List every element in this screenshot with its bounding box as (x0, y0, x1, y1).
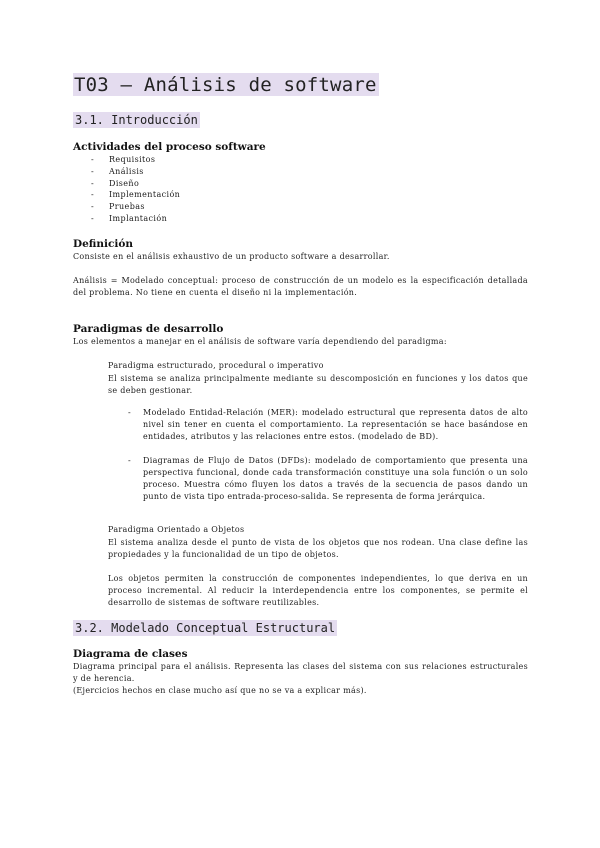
section-heading-3-1: 3.1. Introducción (75, 113, 198, 127)
paradigma-objetos-text-2: Los objetos permiten la construcción de componentes independientes, lo que deriva en un proceso incremental. Al reducir la interdependencia entre los componentes, se permite el desarrollo de sistemas de software reutilizables. (108, 574, 528, 607)
bullet-dfd-text: Diagramas de Flujo de Datos (DFDs): modelado de comportamiento que presenta una perspectiva funcional, donde cada transformación constituye una sola función o un solo proceso. Muestra cómo fluyen los datos a través de la secuencia de pasos dando un punto de vista tipo entrada-proceso-salida. Se representa de forma jerárquica. (143, 456, 528, 501)
list-item: - Implantación (91, 213, 180, 225)
bullet-marker: - (128, 456, 132, 465)
clases-paragraph-2: (Ejercicios hechos en clase mucho así que no se va a explicar más). (73, 686, 367, 695)
list-item: - Diseño (91, 178, 180, 190)
bullet-dfd (128, 455, 528, 503)
document-title: T03 – Análisis de software (74, 74, 377, 96)
paradigma-estructurado-text: El sistema se analiza principalmente mediante su descomposición en funciones y los datos que se deben gestionar. (108, 374, 528, 395)
bullet-mer (128, 407, 528, 443)
paradigma-objetos-text-1: El sistema analiza desde el punto de vista de los objetos que nos rodean. Una clase define las propiedades y la funcionalidad de un tipo de objetos. (108, 538, 528, 559)
definicion-paragraph-2: Análisis = Modelado conceptual: proceso de construcción de un modelo es la especificación detallada del problema. No tiene en cuenta el diseño ni la implementación. (73, 276, 528, 297)
list-item: - Pruebas (91, 201, 180, 213)
heading-actividades: Actividades del proceso software (73, 141, 266, 153)
actividades-list (91, 154, 180, 225)
list-item: - Requisitos (91, 154, 180, 166)
list-item: - Análisis (91, 166, 180, 178)
paradigmas-intro: Los elementos a manejar en el análisis de software varía dependiendo del paradigma: (73, 337, 447, 346)
definicion-paragraph-1: Consiste en el análisis exhaustivo de un producto software a desarrollar. (73, 252, 390, 261)
clases-paragraph-1: Diagrama principal para el análisis. Representa las clases del sistema con sus relaciones estructurales y de herencia. (73, 662, 528, 683)
paradigma-objetos-title: Paradigma Orientado a Objetos (108, 525, 245, 534)
bullet-marker: - (128, 408, 132, 417)
bullet-mer-text: Modelado Entidad-Relación (MER): modelado estructural que representa datos de alto nivel sin tener en cuenta el comportamiento. La representación se hace basándose en entidades, atributos y las relaciones entre estos. (modelado de BD). (143, 408, 528, 441)
list-item: - Implementación (91, 189, 180, 201)
section-heading-3-2: 3.2. Modelado Conceptual Estructural (75, 621, 336, 635)
paradigma-estructurado-title: Paradigma estructurado, procedural o imperativo (108, 361, 324, 370)
heading-paradigmas: Paradigmas de desarrollo (73, 323, 224, 335)
heading-diagrama-clases: Diagrama de clases (73, 648, 188, 660)
heading-definicion: Definición (73, 238, 134, 250)
